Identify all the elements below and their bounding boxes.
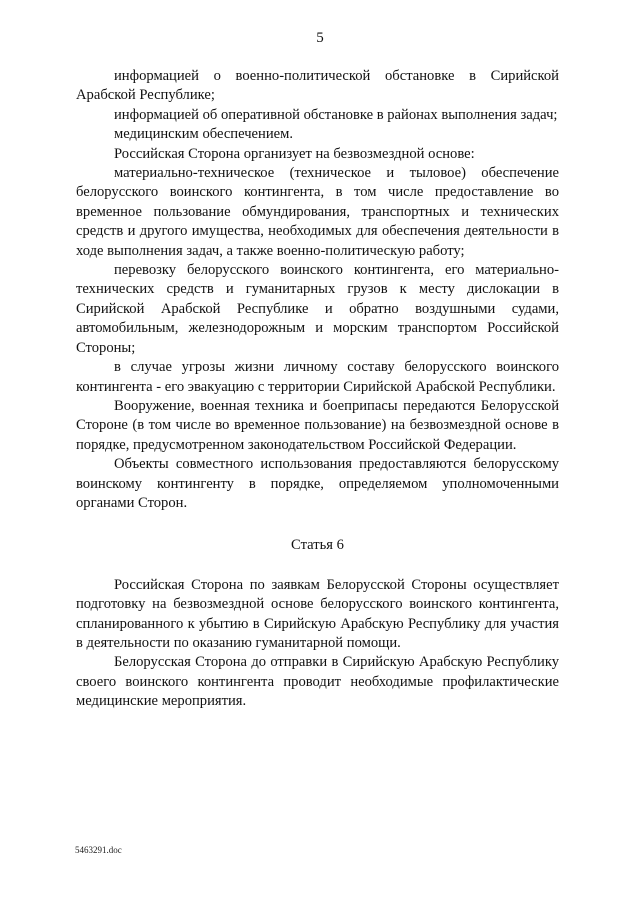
paragraph-evacuation: в случае угрозы жизни личному составу белорусского воинского контингента - его эвакуацию с территории Сирийской Арабской Республики.: [76, 359, 559, 395]
paragraph-medical-measures: Белорусская Сторона до отправки в Сирийскую Арабскую Республику своего воинского контингента проводит необходимые профилактические медицинские мероприятия.: [76, 654, 559, 710]
paragraph-military-political-info: информацией о военно-политической обстановке в Сирийской Арабской Республике;: [76, 68, 559, 104]
file-reference: 5463291.doc: [75, 845, 122, 855]
paragraph-operational-info: информацией об оперативной обстановке в районах выполнения задач;: [114, 106, 558, 123]
paragraph-shared-facilities: Объекты совместного использования предоставляются белорусскому воинскому контингенту в порядке, определяемом уполномоченными органами Сторон.: [76, 456, 559, 511]
paragraph-logistics-support: материально-техническое (техническое и тыловое) обеспечение белорусского воинского контингента, в том числе предоставление во временное пользование обмундирования, транспортных и технических средств и другого имущества, необходимых для обеспечения деятельности в ходе выполнения задач, а также военно-политическую работу;: [76, 165, 559, 259]
paragraph-russian-side-organizes: Российская Сторона организует на безвозмездной основе:: [114, 145, 475, 162]
paragraph-medical-support: медицинским обеспечением.: [114, 126, 294, 143]
paragraph-transportation: перевозку белорусского воинского контингента, его материально-технических средств и гуманитарных грузов к месту дислокации в Сирийской Арабской Республике и обратно воздушными судами, автомобильным, железнодорожным и морским транспортом Российской Стороны;: [76, 262, 559, 356]
paragraph-weapons-transfer: Вооружение, военная техника и боеприпасы передаются Белорусской Стороне (в том числе во временное пользование) на безвозмездной основе в порядке, предусмотренном законодательством Российской Федерации.: [76, 397, 559, 453]
article-heading: Статья 6: [291, 537, 344, 554]
paragraph-training: Российская Сторона по заявкам Белорусской Стороны осуществляет подготовку на безвозмездной основе белорусского воинского контингента, спланированного к убытию в Сирийскую Арабскую Республику для участия в деятельности по оказанию гуманитарной помощи.: [76, 576, 559, 651]
page-number: 5: [316, 30, 324, 46]
document-body: [76, 67, 559, 712]
